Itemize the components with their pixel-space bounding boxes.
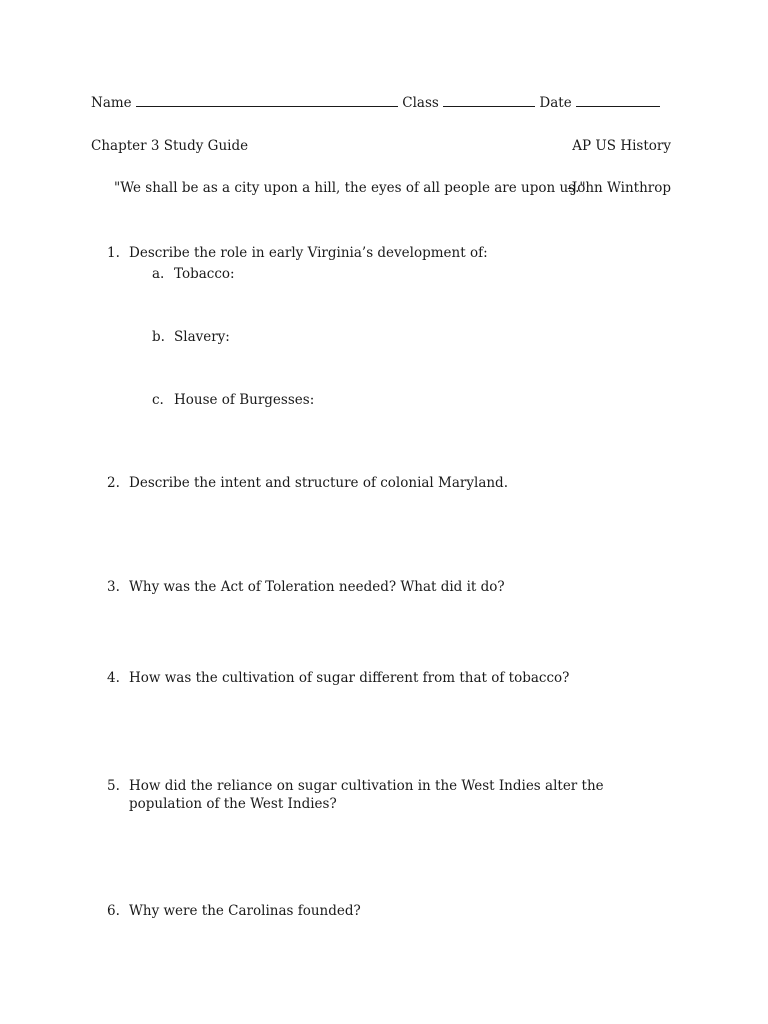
- name-label: Name: [91, 95, 132, 111]
- question-number: 4.: [107, 670, 120, 686]
- question-number: 6.: [107, 903, 120, 919]
- quote-attribution: -John Winthrop: [567, 180, 671, 196]
- question-text: Describe the intent and structure of colonial Maryland.: [129, 475, 508, 491]
- question-text: How was the cultivation of sugar different from that of tobacco?: [129, 670, 570, 686]
- subitem-house-of-burgesses: House of Burgesses:: [174, 392, 315, 408]
- question-number: 5.: [107, 778, 120, 794]
- question-number: 1.: [107, 245, 120, 261]
- header-row: [91, 94, 660, 112]
- subitem-letter: a.: [152, 266, 165, 282]
- subitem-tobacco: Tobacco:: [174, 266, 235, 282]
- date-blank-line[interactable]: [576, 94, 660, 107]
- date-label: Date: [539, 95, 572, 111]
- question-text: How did the reliance on sugar cultivation in the West Indies alter the population of the West Indies?: [129, 778, 604, 812]
- class-blank-line[interactable]: [443, 94, 535, 107]
- quote-text: "We shall be as a city upon a hill, the eyes of all people are upon us.": [114, 180, 586, 196]
- question-number: 2.: [107, 475, 120, 491]
- class-label: Class: [402, 95, 439, 111]
- document-title: Chapter 3 Study Guide: [91, 138, 249, 154]
- subitem-letter: b.: [152, 329, 165, 345]
- course-name: AP US History: [572, 138, 671, 154]
- subitem-slavery: Slavery:: [174, 329, 230, 345]
- question-text: Describe the role in early Virginia’s development of:: [129, 245, 488, 261]
- subitem-letter: c.: [152, 392, 164, 408]
- question-text: Why were the Carolinas founded?: [129, 903, 361, 919]
- name-blank-line[interactable]: [136, 94, 398, 107]
- question-text: Why was the Act of Toleration needed? What did it do?: [129, 579, 505, 595]
- question-number: 3.: [107, 579, 120, 595]
